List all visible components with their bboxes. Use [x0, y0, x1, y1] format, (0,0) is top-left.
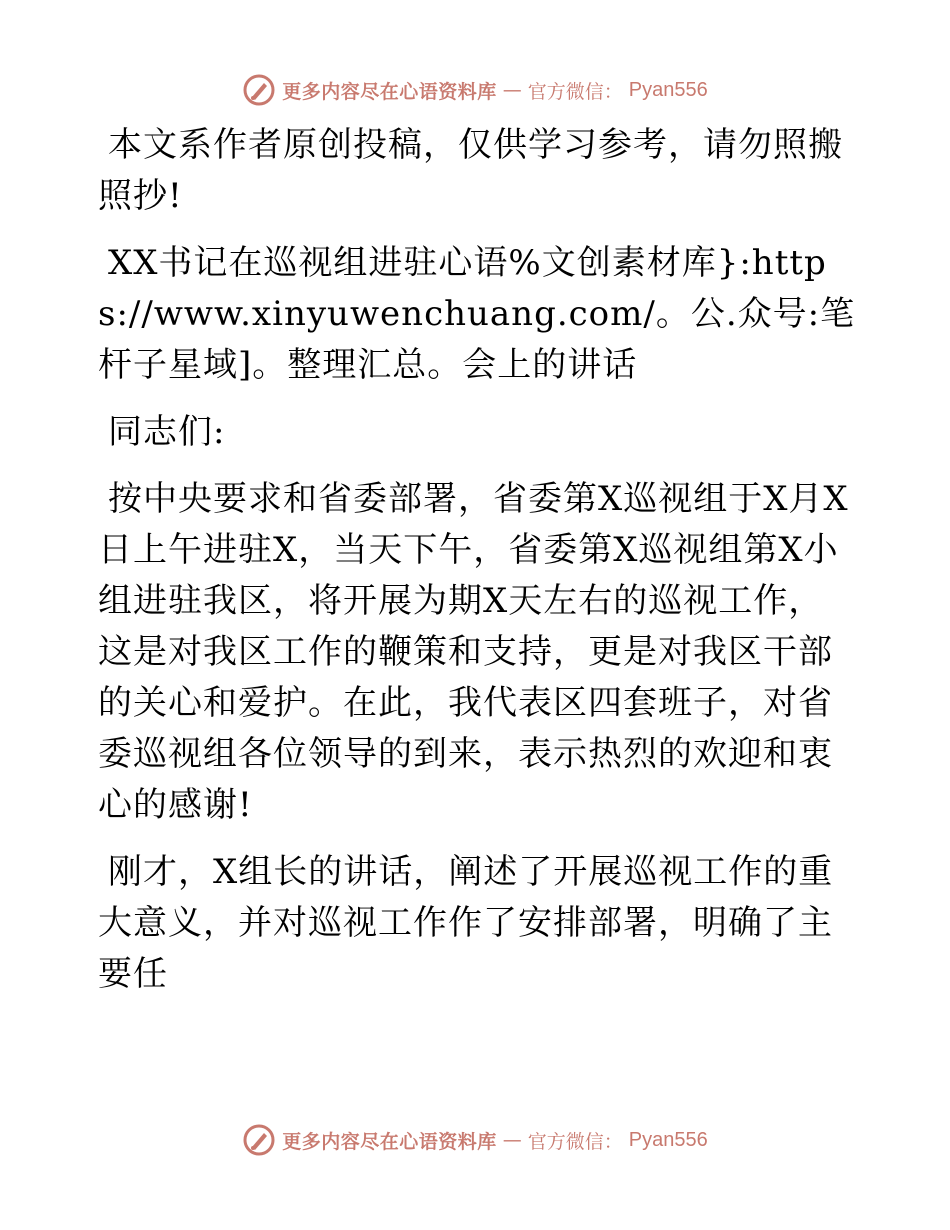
- banner-wechat-label: 官方微信：: [527, 1130, 623, 1153]
- banner-wechat-label: 官方微信：: [527, 80, 623, 103]
- paragraph-disclaimer: 本文系作者原创投稿，仅供学习参考，请勿照搬照抄!: [98, 125, 843, 216]
- footer-banner: [0, 1120, 950, 1160]
- banner-text: 更多内容尽在心语资料库: [282, 1130, 497, 1153]
- paragraph-title: XX书记在巡视组进驻心语%文创素材库}:https://www.xinyuwenchuang.com/。公.众号:笔杆子星域]。整理汇总。会上的讲话: [98, 243, 856, 385]
- banner-dash: —: [502, 1129, 522, 1151]
- document-body: [98, 120, 858, 1016]
- header-banner: [0, 70, 950, 110]
- paragraph-salutation: 同志们:: [108, 412, 226, 452]
- banner-dash: —: [502, 79, 522, 101]
- paragraph-body-2: 刚才，X组长的讲话，阐述了开展巡视工作的重大意义，并对巡视工作作了安排部署，明确了主要任: [98, 852, 834, 994]
- banner-wechat-id: Pyan556: [628, 1128, 708, 1151]
- banner-text: 更多内容尽在心语资料库: [282, 80, 497, 103]
- pen-nib-logo-icon: [242, 73, 276, 107]
- banner-wechat-id: Pyan556: [628, 78, 708, 101]
- paragraph-body-1: 按中央要求和省委部署，省委第X巡视组于X月X日上午进驻X，当天下午，省委第X巡视组第X小组进驻我区，将开展为期X天左右的巡视工作，这是对我区工作的鞭策和支持，更是对我区干部的关心和爱护。在此，我代表区四套班子，对省委巡视组各位领导的到来，表示热烈的欢迎和衷心的感谢!: [98, 479, 849, 825]
- pen-nib-logo-icon: [242, 1123, 276, 1157]
